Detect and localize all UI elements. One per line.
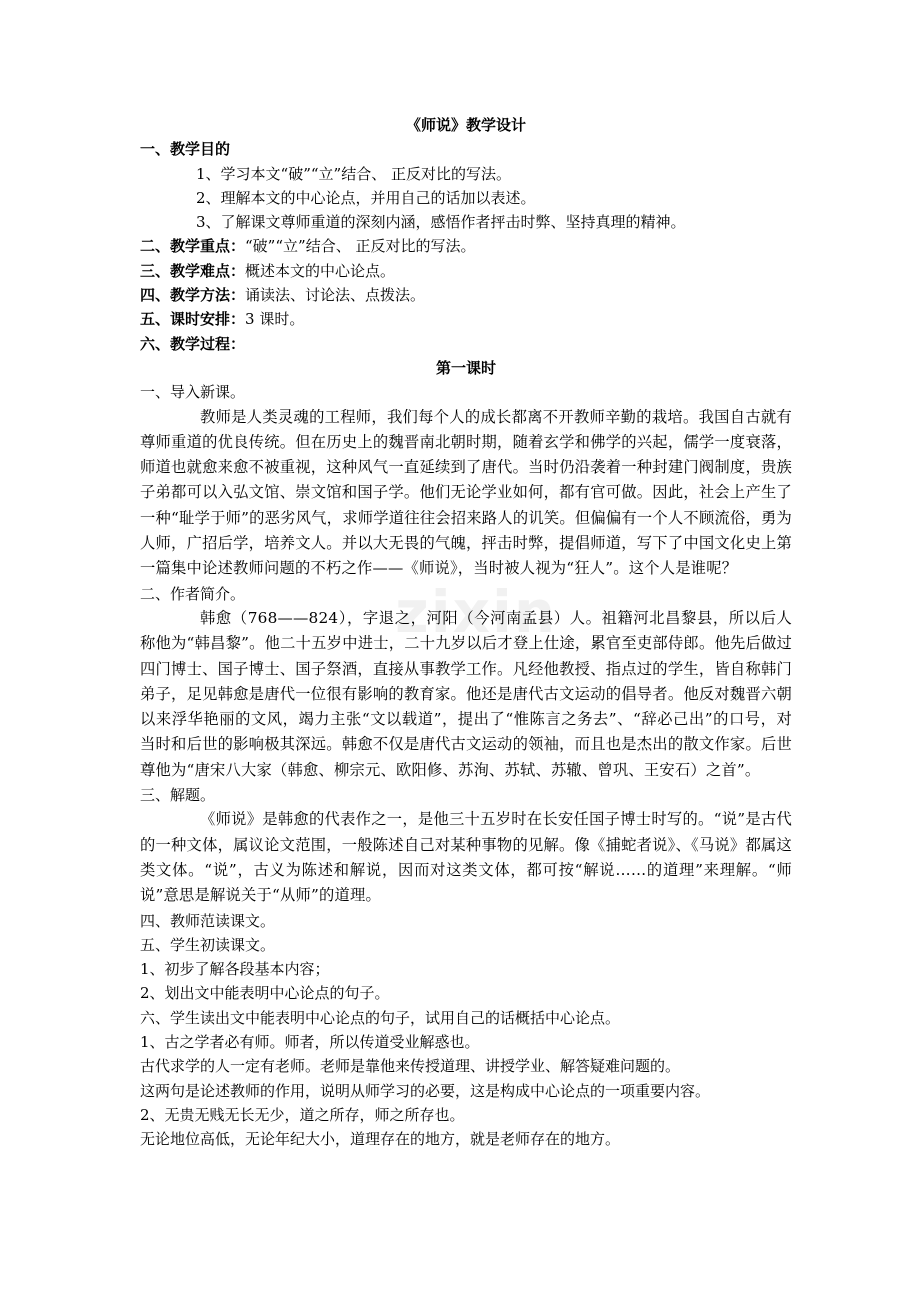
objective-2: 2、理解本文的中心论点，并用自己的话加以表述。 xyxy=(196,188,536,207)
step-2-paragraph: 韩愈（768——824），字退之，河阳（今河南孟县）人。祖籍河北昌黎县，所以后人称他为“韩昌黎”。他二十五岁中进士，二十九岁以后才登上仕途，累官至吏部侍郎。他先后做过四门博士、国子博士、国子祭酒，直接从事教学工作。凡经他教授、指点过的学生，皆自称韩门弟子，足见韩愈是唐代一位很有影响的教育家。他还是唐代古文运动的倡导者。他反对魏晋六朝以来浮华艳丽的文风，竭力主张“文以载道”，提出了“惟陈言之务去”、“辞必己出”的口号，对当时和后世的影响极其深远。韩愈不仅是唐代古文运动的领袖，而且也是杰出的散文作家。后世尊他为“唐宋八大家（韩愈、柳宗元、欧阳修、苏洵、苏轼、苏辙、曾巩、王安石）之首”。 xyxy=(140,608,792,779)
step-6-line-2: 古代求学的人一定有老师。老师是靠他来传授道理、讲授学业、解答疑难问题的。 xyxy=(140,1057,681,1076)
step-5-item-2: 2、划出文中能表明中心论点的句子。 xyxy=(140,984,390,1003)
section-1-label: 一、教学目的 xyxy=(140,140,231,159)
section-5 xyxy=(140,307,792,331)
step-6-line-5: 无论地位高低，无论年纪大小，道理存在的地方，就是老师存在的地方。 xyxy=(140,1130,621,1149)
section-2-text: “破”“立”结合、 正反对比的写法。 xyxy=(245,237,476,256)
objective-3: 3、了解课文尊师重道的深刻内涵，感悟作者抨击时弊、坚持真理的精神。 xyxy=(196,213,686,232)
step-1-paragraph: 教师是人类灵魂的工程师，我们每个人的成长都离不开教师辛勤的栽培。我国自古就有尊师重道的优良传统。但在历史上的魏晋南北朝时期，随着玄学和佛学的兴起，儒学一度衰落，师道也就愈来愈不被重视，这种风气一直延续到了唐代。当时仍沿袭着一种封建门阀制度，贵族子弟都可以入弘文馆、崇文馆和国子学。他们无论学业如何，都有官可做。因此，社会上产生了一种“耻学于师”的恶劣风气，求师学道往往会招来路人的讥笑。但偏偏有一个人不顾流俗，勇为人师，广招后学，培养文人。并以大无畏的气魄，抨击时弊，提倡师道，写下了中国文化史上第一篇集中论述教师问题的不朽之作——《师说》，当时被人视为“狂人”。这个人是谁呢？ xyxy=(140,407,792,578)
section-5-label: 五、课时安排： xyxy=(140,310,246,329)
lesson-heading: 第一课时 xyxy=(435,358,496,377)
objective-1: 1、学习本文“破”“立”结合、 正反对比的写法。 xyxy=(196,164,511,183)
watermark: zixin xyxy=(395,578,558,646)
section-4-label: 四、教学方法： xyxy=(140,286,246,305)
step-4-heading: 四、教师范读课文。 xyxy=(140,911,276,930)
step-3-heading: 三、解题。 xyxy=(140,786,216,805)
section-3-label: 三、教学难点： xyxy=(140,261,246,280)
step-2-heading: 二、作者简介。 xyxy=(140,584,246,603)
step-5-item-1: 1、初步了解各段基本内容； xyxy=(140,960,330,979)
section-4-text: 诵读法、讨论法、点拨法。 xyxy=(245,286,426,305)
step-6-line-4: 2、无贵无贱无长无少，道之所存，师之所存也。 xyxy=(140,1105,465,1124)
section-5-text: 3 课时。 xyxy=(245,310,305,329)
section-3-text: 概述本文的中心论点。 xyxy=(245,261,396,280)
step-6-line-1: 1、古之学者必有师。师者，所以传道受业解惑也。 xyxy=(140,1032,480,1051)
step-6-heading: 六、学生读出文中能表明中心论点的句子，试用自己的话概括中心论点。 xyxy=(140,1008,621,1027)
document-title: 《师说》教学设计 xyxy=(405,116,526,134)
section-2 xyxy=(140,234,792,258)
section-3 xyxy=(140,259,792,283)
section-2-label: 二、教学重点： xyxy=(140,237,246,256)
section-4 xyxy=(140,283,792,307)
step-1-heading: 一、导入新课。 xyxy=(140,383,246,402)
document-body xyxy=(140,113,792,1151)
step-5-heading: 五、学生初读课文。 xyxy=(140,935,276,954)
step-6-line-3: 这两句是论述教师的作用，说明从师学习的必要，这是构成中心论点的一项重要内容。 xyxy=(140,1081,711,1100)
section-6-label: 六、教学过程： xyxy=(140,334,246,353)
step-3-paragraph: 《师说》是韩愈的代表作之一，是他三十五岁时在长安任国子博士时写的。“说”是古代的一种文体，属议论文范围，一般陈述自己对某种事物的见解。像《捕蛇者说》、《马说》都属这类文体。“说”，古义为陈述和解说，因而对这类文体，都可按“解说……的道理”来理解。“师说”意思是解说关于“从师”的道理。 xyxy=(140,810,792,905)
